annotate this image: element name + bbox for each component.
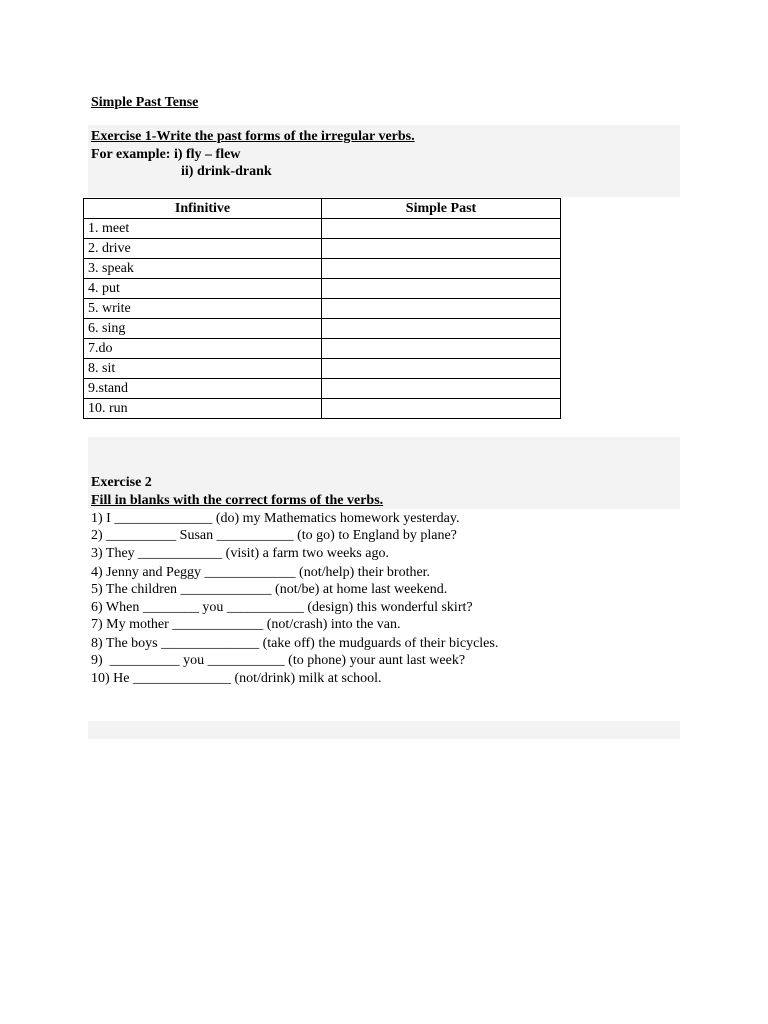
exercise2-heading: Exercise 2: [91, 475, 152, 490]
exercise2-sentence: 4) Jenny and Peggy _____________ (not/help) their brother.: [91, 565, 431, 580]
table-header-row: [84, 199, 561, 219]
infinitive-cell: 3. speak: [84, 259, 322, 279]
table-row: [84, 359, 561, 379]
simple-past-cell[interactable]: [322, 359, 561, 379]
exercise2-sentence: 5) The children _____________ (not/be) at home last weekend.: [91, 582, 448, 597]
exercise2-sentence: 7) My mother _____________ (not/crash) into the van.: [91, 617, 401, 632]
table-row: [84, 399, 561, 419]
exercise1-heading: Exercise 1-Write the past forms of the irregular verbs.: [91, 129, 415, 144]
infinitive-cell: 9.stand: [84, 379, 322, 399]
exercise2-sentence: 10) He ______________ (not/drink) milk at school.: [91, 671, 382, 686]
simple-past-cell[interactable]: [322, 239, 561, 259]
exercise2-sentence: 6) When ________ you ___________ (design) this wonderful skirt?: [91, 600, 473, 615]
simple-past-cell[interactable]: [322, 279, 561, 299]
exercise1-example-1: For example: i) fly – flew: [91, 147, 241, 162]
exercise1-example-2: ii) drink-drank: [181, 164, 272, 179]
footer-band: [88, 721, 680, 739]
column-header-infinitive: Infinitive: [84, 199, 322, 219]
simple-past-cell[interactable]: [322, 399, 561, 419]
simple-past-cell[interactable]: [322, 259, 561, 279]
table-row: [84, 259, 561, 279]
infinitive-cell: 8. sit: [84, 359, 322, 379]
simple-past-cell[interactable]: [322, 319, 561, 339]
infinitive-cell: 10. run: [84, 399, 322, 419]
page-title: Simple Past Tense: [91, 95, 199, 110]
exercise2-sentence: 1) I ______________ (do) my Mathematics homework yesterday.: [91, 511, 460, 526]
simple-past-cell[interactable]: [322, 339, 561, 359]
exercise2-sentence: 8) The boys ______________ (take off) the mudguards of their bicycles.: [91, 636, 499, 651]
infinitive-cell: 5. write: [84, 299, 322, 319]
infinitive-cell: 4. put: [84, 279, 322, 299]
table-row: [84, 219, 561, 239]
table-row: [84, 299, 561, 319]
infinitive-cell: 7.do: [84, 339, 322, 359]
table-row: [84, 339, 561, 359]
simple-past-cell[interactable]: [322, 379, 561, 399]
infinitive-cell: 1. meet: [84, 219, 322, 239]
table-row: [84, 239, 561, 259]
table-row: [84, 379, 561, 399]
simple-past-cell[interactable]: [322, 299, 561, 319]
exercise2-sentence: 3) They ____________ (visit) a farm two weeks ago.: [91, 546, 389, 561]
simple-past-cell[interactable]: [322, 219, 561, 239]
verb-table: [83, 198, 561, 419]
exercise2-sentence: 9) __________ you ___________ (to phone) your aunt last week?: [91, 653, 466, 668]
table-row: [84, 279, 561, 299]
infinitive-cell: 6. sing: [84, 319, 322, 339]
column-header-simple-past: Simple Past: [322, 199, 561, 219]
infinitive-cell: 2. drive: [84, 239, 322, 259]
exercise2-instruction: Fill in blanks with the correct forms of the verbs.: [91, 493, 384, 508]
exercise2-sentence: 2) __________ Susan ___________ (to go) to England by plane?: [91, 528, 457, 543]
table-row: [84, 319, 561, 339]
